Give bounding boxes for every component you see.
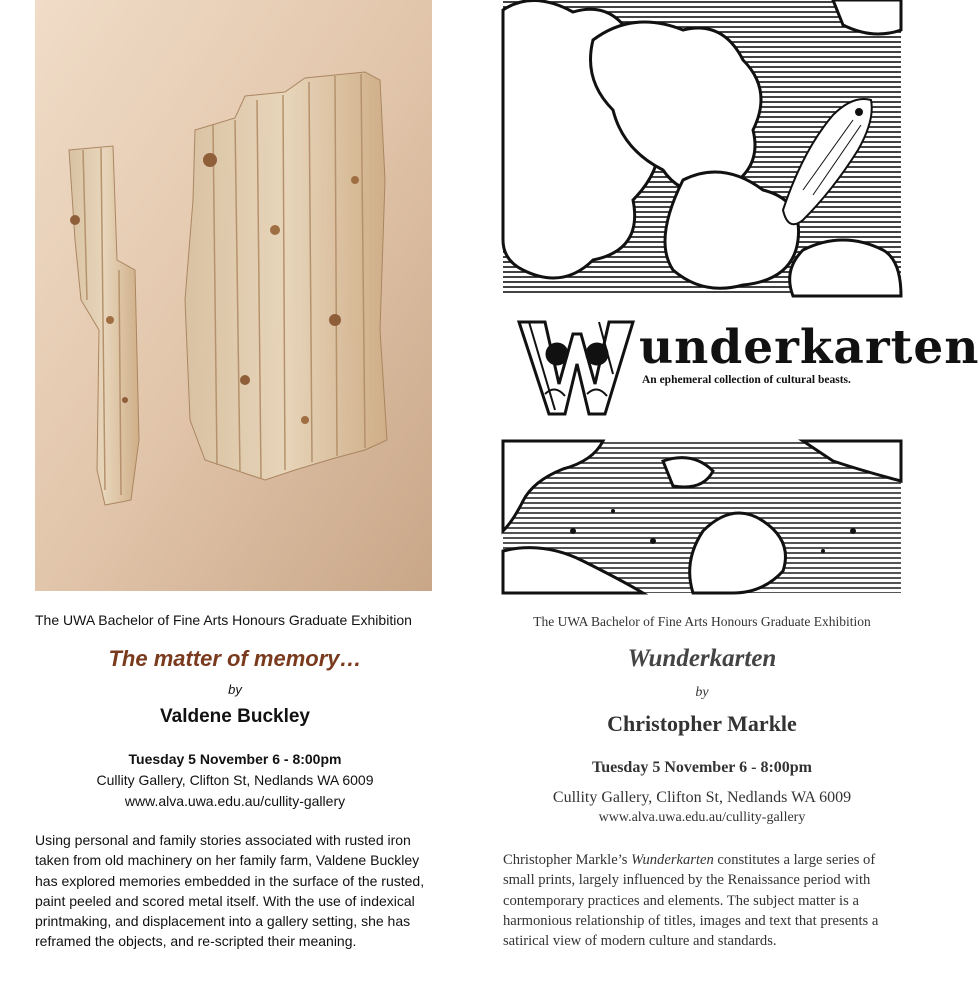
description-title: Wunderkarten — [631, 852, 714, 868]
large-rusted-strip — [185, 72, 387, 480]
logo-wordmark: underkarten — [639, 320, 979, 375]
by-label: by — [228, 682, 242, 697]
artist-description — [503, 850, 903, 951]
artist-name: Valdene Buckley — [160, 706, 310, 727]
engraving-clouds-fish-image — [503, 0, 901, 296]
venue-address: Cullity Gallery, Clifton St, Nedlands WA 6009 — [552, 789, 852, 806]
exhibition-label: The UWA Bachelor of Fine Arts Honours Graduate Exhibition — [533, 614, 871, 629]
rusted-iron-strips-image — [35, 0, 432, 591]
venue-address: Cullity Gallery, Clifton St, Nedlands WA 6009 — [96, 772, 374, 788]
by-label: by — [695, 685, 709, 700]
logo-tagline: An ephemeral collection of cultural beasts. — [642, 374, 851, 386]
description-start: Christopher Markle’s — [503, 852, 632, 868]
website-link[interactable]: www.alva.uwa.edu.au/cullity-gallery — [124, 793, 346, 809]
description-end: constitutes a large series of small prints, largely influenced by the Renaissance period with contemporary practices and elements. The subject matter is a harmonious relationship of titles, images and text that presents a satirical view of modern culture and standards. — [503, 852, 879, 950]
exhibition-title: Wunderkarten — [627, 645, 777, 672]
ornate-w-letter — [515, 314, 637, 418]
artist-description: Using personal and family stories associated with rusted iron taken from old machinery on her family farm, Valdene Buckley has explored memories embedded in the surface of the rusted, paint peeled and scored metal itself. With the use of indexical printmaking, and displacement into a gallery setting, she has reframed the objects, and re-scripted their meaning. — [35, 832, 425, 950]
engraving-map-image — [503, 441, 901, 593]
event-date: Tuesday 5 November 6 - 8:00pm — [591, 759, 812, 776]
artist-name: Christopher Markle — [607, 711, 797, 736]
wunderkarten-logo — [503, 314, 979, 426]
event-date: Tuesday 5 November 6 - 8:00pm — [128, 751, 342, 767]
exhibition-label: The UWA Bachelor of Fine Arts Honours Graduate Exhibition — [35, 612, 412, 628]
website-link[interactable]: www.alva.uwa.edu.au/cullity-gallery — [598, 810, 806, 825]
rusted-iron-artwork-photo — [35, 0, 432, 591]
exhibition-title: The matter of memory… — [108, 646, 362, 671]
